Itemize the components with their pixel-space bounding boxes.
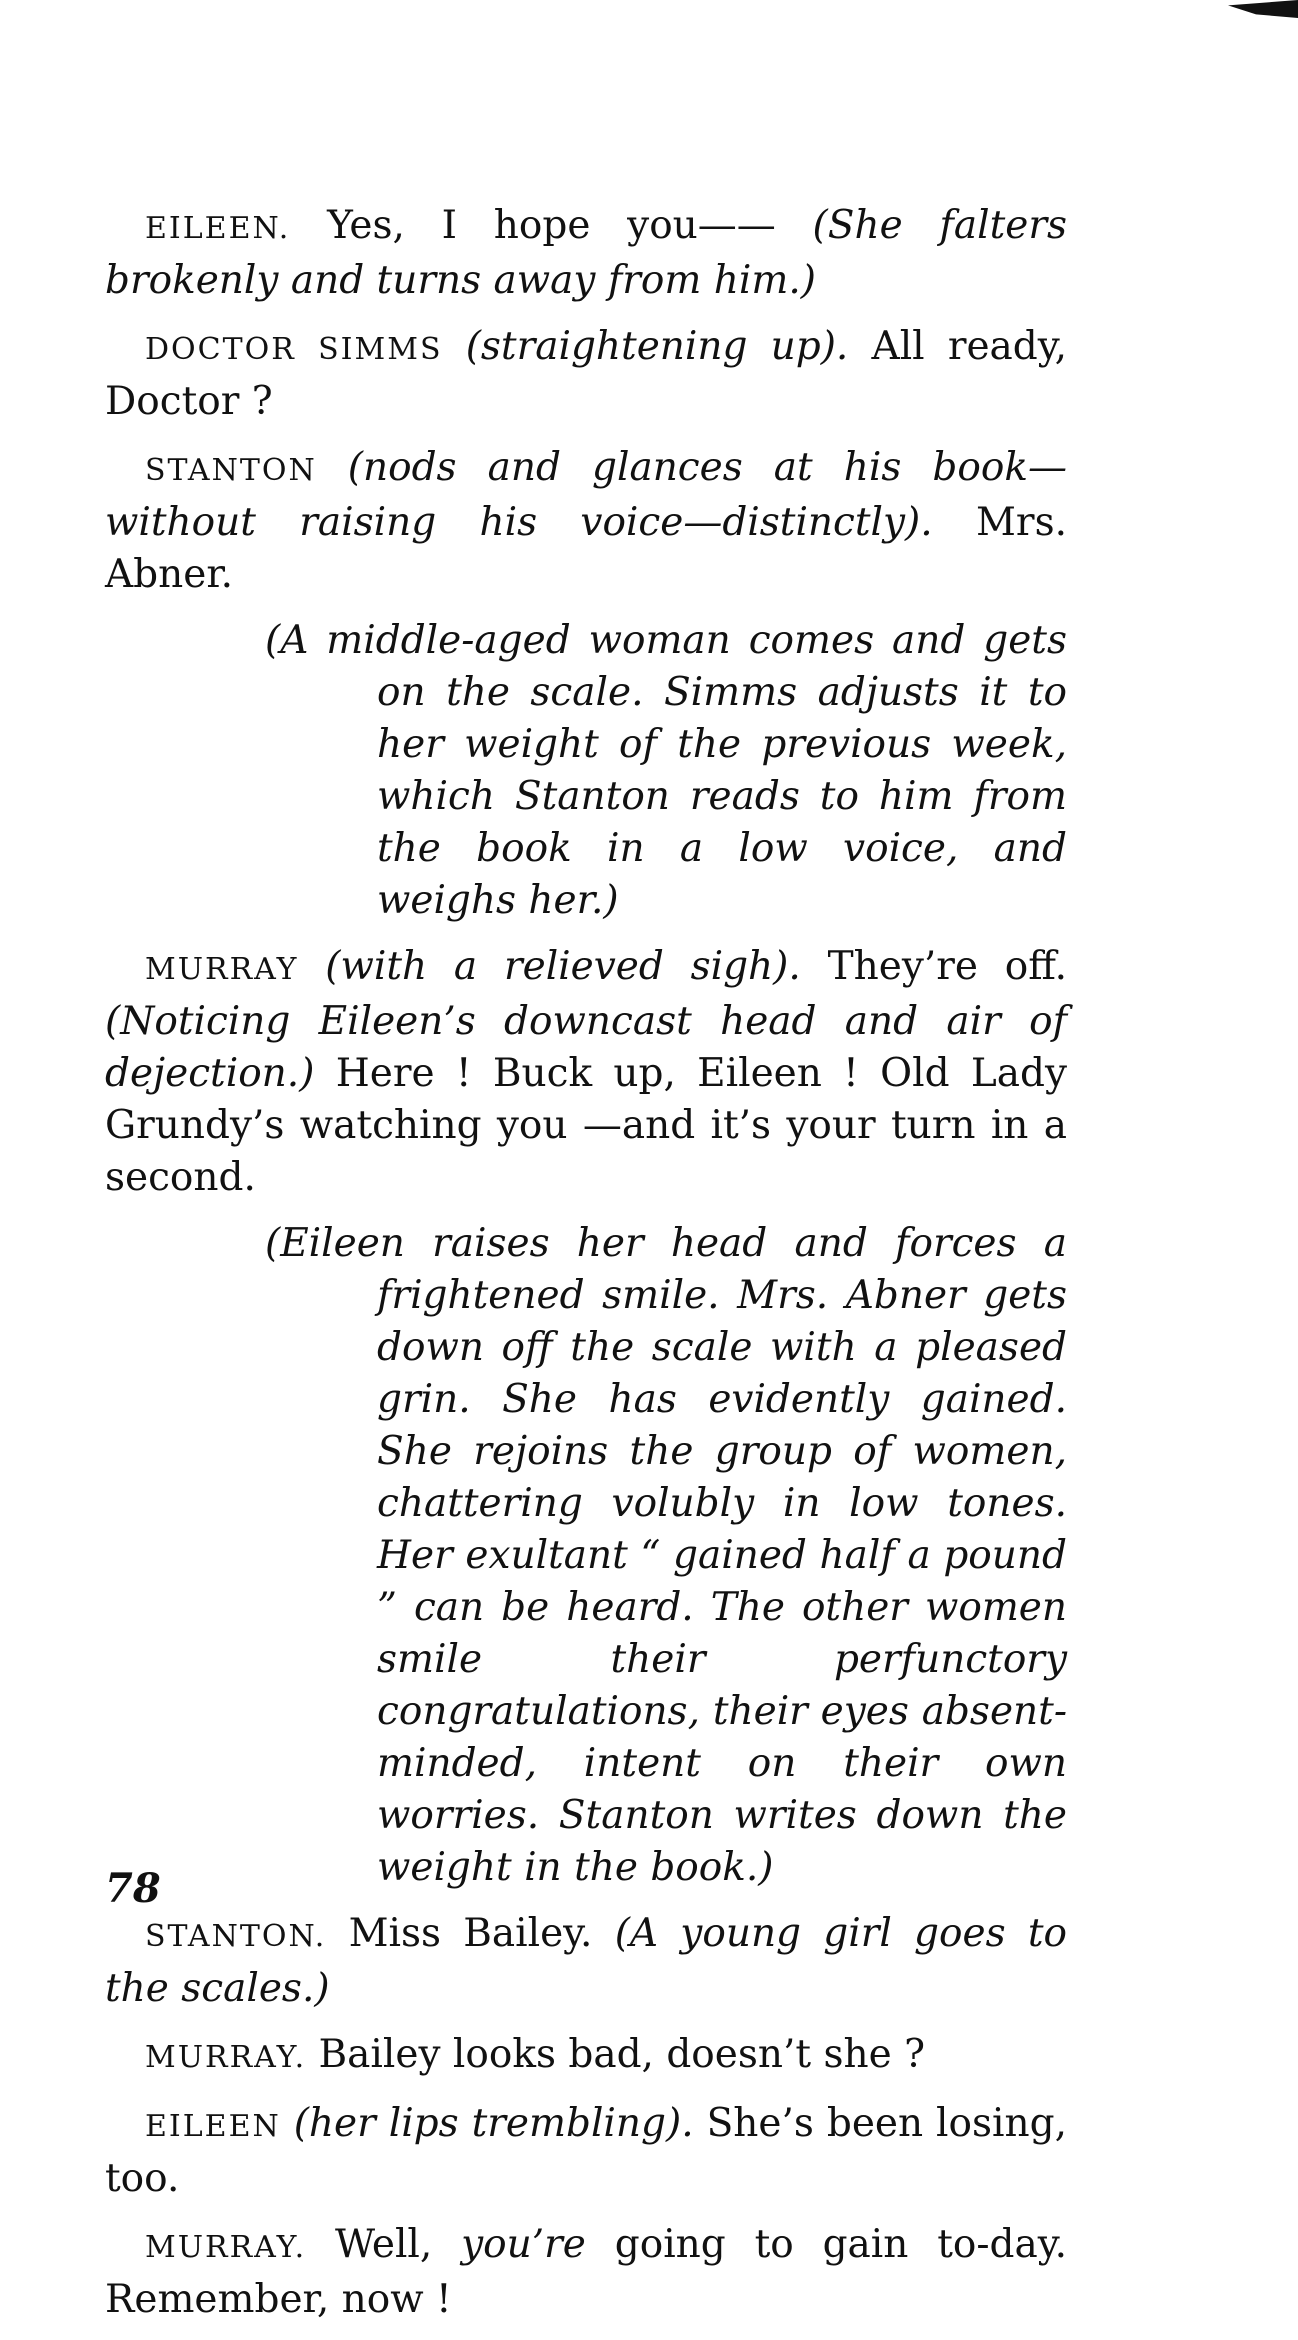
stage-block-1 — [265, 615, 1067, 927]
speaker: MURRAY. — [145, 2230, 307, 2265]
stage-direction: (A young girl goes to the scales.) — [105, 1911, 1067, 2011]
stage-direction: (She falters brokenly and turns away from him.) — [105, 203, 1067, 303]
stage-direction: (Eileen raises her head and forces a frightened smile. Mrs. Abner gets down off the scale with a pleased grin. She has evidently gained. She rejoins the group of women, chattering volubly in low tones. Her exultant “ gained half a pound ” can be heard. The other women smile their perfunctory congratulations, their eyes absent-minded, intent on their own worries. Stanton writes down the weight in the book.) — [265, 1221, 1067, 1890]
stage-direction: (A middle-aged woman comes and gets on the scale. Simms adjusts it to her weight of the previous week, which Stanton reads to him from the book in a low voice, and weighs her.) — [265, 618, 1067, 923]
speaker: DOCTOR SIMMS — [145, 332, 443, 367]
dialogue: They’re off. — [827, 944, 1067, 989]
emphasis: you’re — [461, 2222, 586, 2267]
stage-direction: (Noticing Eileen’s downcast head and air of dejection.) — [105, 999, 1067, 1096]
speech-eileen-2 — [105, 2098, 1067, 2205]
dialogue: All ready, Doctor ? — [105, 324, 1068, 424]
page-body — [105, 200, 1067, 2340]
speech-doctor-simms — [105, 321, 1067, 428]
dialogue: She’s been losing, too. — [105, 2101, 1067, 2201]
speaker: EILEEN — [145, 2109, 281, 2144]
speech-stanton-2 — [105, 1908, 1067, 2015]
dialogue: going to gain to-day. Remember, now ! — [105, 2222, 1068, 2322]
dialogue: Yes, I hope you—— — [327, 203, 776, 248]
speech-eileen-1 — [105, 200, 1067, 307]
speech-murray-3 — [105, 2219, 1067, 2326]
speaker: STANTON — [145, 453, 317, 488]
stage-direction: (straightening up). — [465, 324, 849, 369]
dialogue: Miss Bailey. — [348, 1911, 593, 1956]
speaker: EILEEN. — [145, 211, 291, 246]
stage-direction: (with a relieved sigh). — [325, 944, 801, 989]
speaker: MURRAY. — [145, 2040, 307, 2075]
dialogue: Bailey looks bad, doesn’t she ? — [318, 2032, 925, 2077]
speaker: STANTON. — [145, 1919, 327, 1954]
corner-mark — [1228, 0, 1298, 18]
stage-direction: (nods and glances at his book—without raising his voice—distinctly). — [105, 445, 1067, 545]
speech-stanton-1 — [105, 442, 1067, 601]
stage-block-2 — [265, 1218, 1067, 1894]
speaker: MURRAY — [145, 952, 299, 987]
speech-murray-1 — [105, 941, 1067, 1204]
dialogue: Well, — [334, 2222, 433, 2267]
speech-murray-2 — [105, 2029, 1067, 2084]
dialogue: Mrs. Abner. — [105, 500, 1067, 597]
dialogue: Here ! Buck up, Eileen ! Old Lady Grundy’s watching you —and it’s your turn in a second. — [105, 1051, 1067, 1200]
page-number: 78 — [105, 1865, 161, 1912]
stage-direction: (her lips trembling). — [293, 2101, 694, 2146]
